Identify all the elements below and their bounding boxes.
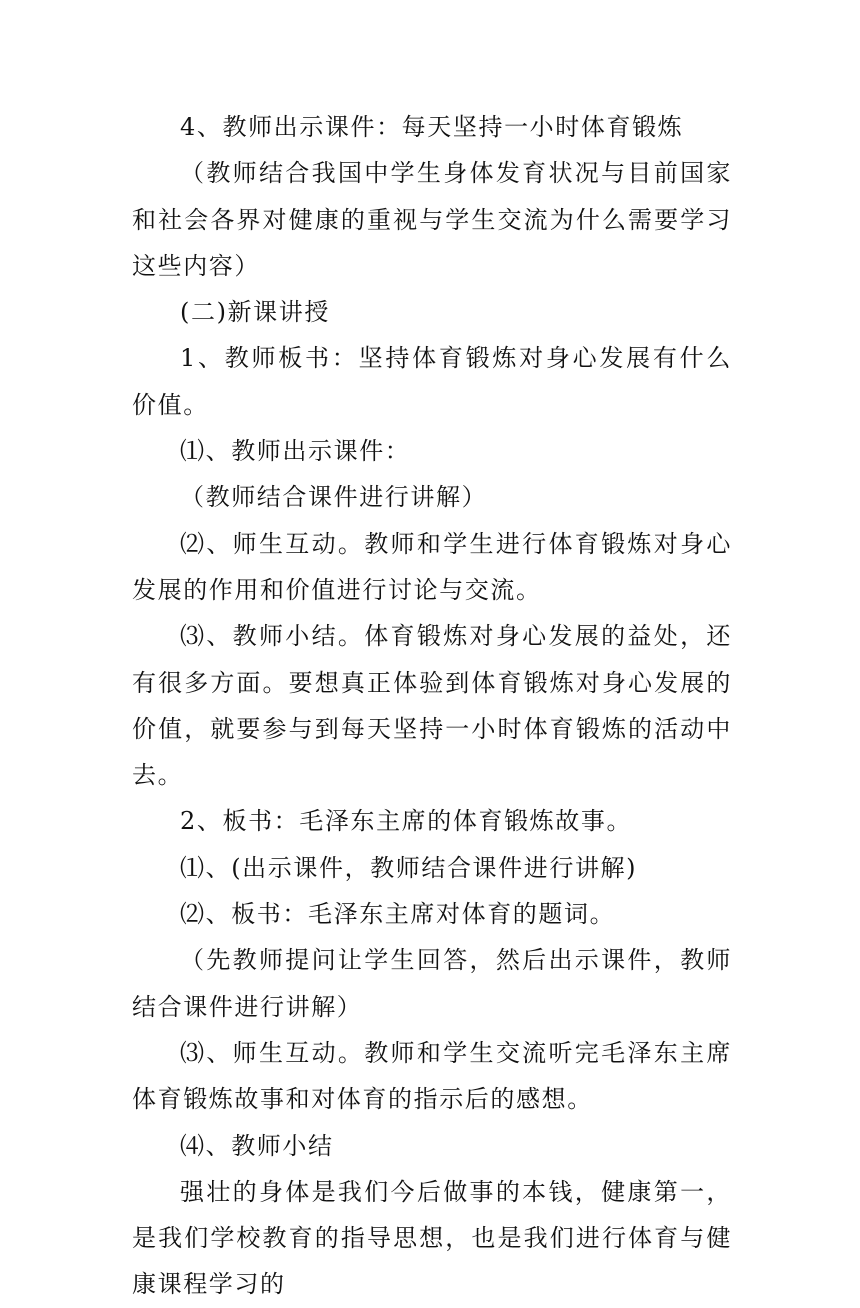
paragraph: ⑴、(出示课件，教师结合课件进行讲解) <box>180 853 638 882</box>
paragraph: 1、教师板书：坚持体育锻炼对身心发展有什么价值。 <box>132 344 732 419</box>
paragraph: ⑶、师生互动。教师和学生交流听完毛泽东主席体育锻炼故事和对体育的指示后的感想。 <box>132 1038 732 1114</box>
paragraph: （教师结合我国中学生身体发育状况与目前国家和社会各界对健康的重视与学生交流为什么需要学习这些内容） <box>132 159 732 280</box>
paragraph: （先教师提问让学生回答，然后出示课件，教师结合课件进行讲解） <box>132 946 732 1021</box>
paragraph: ⑵、板书：毛泽东主席对体育的题词。 <box>180 900 616 929</box>
paragraph: 强壮的身体是我们今后做事的本钱，健康第一，是我们学校教育的指导思想，也是我们进行体育与健康课程学习的 <box>132 1177 732 1299</box>
paragraph: ⑷、教师小结 <box>180 1131 334 1160</box>
paragraph: 2、板书：毛泽东主席的体育锻炼故事。 <box>180 807 633 836</box>
section-heading: (二)新课讲授 <box>180 298 330 327</box>
paragraph: （教师结合课件进行讲解） <box>180 483 488 512</box>
paragraph: ⑵、师生互动。教师和学生进行体育锻炼对身心发展的作用和价值进行讨论与交流。 <box>132 529 732 604</box>
paragraph: ⑶、教师小结。体育锻炼对身心发展的益处，还有很多方面。要想真正体验到体育锻炼对身心发展的价值，就要参与到每天坚持一小时体育锻炼的活动中去。 <box>132 622 732 790</box>
document-body <box>132 104 732 1308</box>
paragraph: ⑴、教师出示课件： <box>180 437 411 466</box>
paragraph: 4、教师出示课件：每天坚持一小时体育锻炼 <box>180 113 684 141</box>
